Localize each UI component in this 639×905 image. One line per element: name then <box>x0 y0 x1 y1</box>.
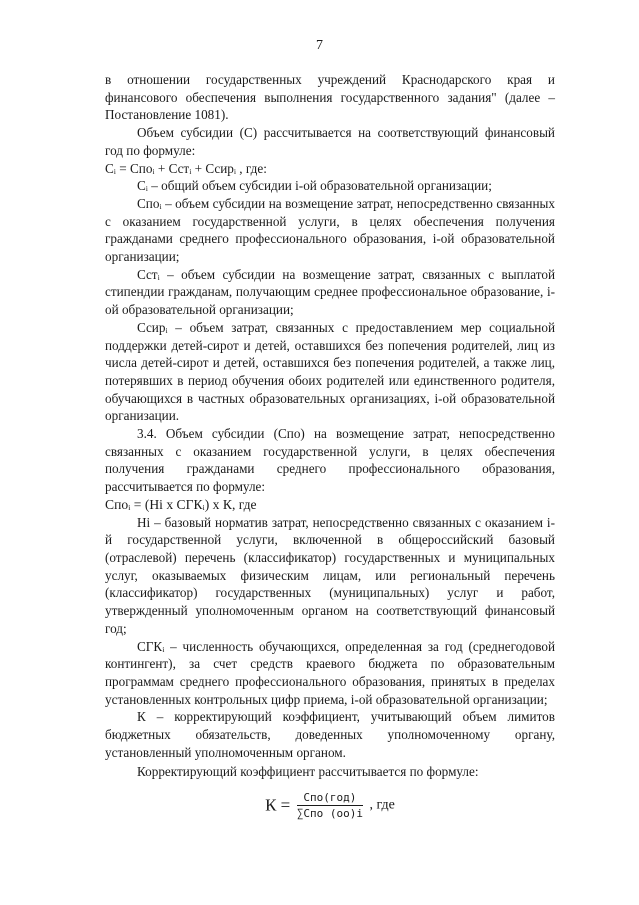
formula-correction-coefficient <box>105 791 555 820</box>
page-number: 7 <box>316 38 323 53</box>
text-block <box>105 71 555 820</box>
formula-cpo: Спoᵢ = (Нi х СГКᵢ) х К, где <box>105 496 257 512</box>
fraction-denominator: ∑Спо (оо)i <box>296 807 364 821</box>
definition-hi: Нi – базовый норматив затрат, непосредственно связанных с оказанием i-й государственной услуги, включенной в общероссийский базовый (отраслевой) перечень (классификатор) государственных и муниципальных услуг, оказываемых физическим лицам, или региональный перечень (классификатор) государственных (муниципальных) услуг и работ, утвержденный уполномоченным органом на соответствующий финансовый год; <box>105 514 555 636</box>
formula-lhs: К = <box>265 795 291 815</box>
fraction <box>297 791 363 820</box>
definition-csir: Ссирᵢ – объем затрат, связанных с предоставлением мер социальной поддержки детей-сирот и детей, оставшихся без попечения родителей, лиц из числа детей-сирот и детей, оставшихся без попечения родителей, а также лиц, потерявших в период обучения обоих родителей или единственного родителя, обучающихся в частных образовательных организациях, i-ой образовательной организации. <box>105 319 555 424</box>
paragraph-intro: в отношении государственных учреждений Краснодарского края и финансового обеспечения выполнения государственного задания" (далее – Постановление 1081). <box>105 72 555 123</box>
definition-k: К – корректирующий коэффициент, учитывающий объем лимитов бюджетных обязательств, доведенных уполномоченному органу, установленный уполномоченным органом. <box>105 709 555 760</box>
definition-cst: Сстᵢ – объем субсидии на возмещение затрат, связанных с выплатой стипендии гражданам, получающим среднее профессиональное образование, i-ой образовательной организации; <box>105 266 555 318</box>
paragraph-correction-intro: Корректирующий коэффициент рассчитывается по формуле: <box>137 764 479 780</box>
formula-suffix: , где <box>369 797 395 813</box>
formula-total-subsidy: Сᵢ = Спoᵢ + Сстᵢ + Ссирᵢ , где: <box>105 160 267 176</box>
definition-sgk: СГКᵢ – численность обучающихся, определенная за год (среднегодовой контингент), за счет средств краевого бюджета по образовательным программам среднего профессионального образования, принятых в пределах установленных контрольных цифр приема, i-ой образовательной организации; <box>105 638 555 707</box>
definition-cpo: Спoᵢ – объем субсидии на возмещение затрат, непосредственно связанных с оказанием государственной услуги, в целях обеспечения получения гражданами среднего профессионального образования, i-ой образовательной организации; <box>105 195 555 265</box>
fraction-numerator: Спо(год) <box>297 791 363 806</box>
paragraph-subsidy-formula-intro: Объем субсидии (С) рассчитывается на соответствующий финансовый год по формуле: <box>105 125 555 158</box>
paragraph-3-4: 3.4. Объем субсидии (Спо) на возмещение затрат, непосредственно связанных с оказанием государственной услуги, в целях обеспечения получения гражданами среднего профессионального образования, рассчитывается по формуле: <box>105 426 555 495</box>
definition-c: Сᵢ – общий объем субсидии i-ой образовательной организации; <box>137 178 492 194</box>
